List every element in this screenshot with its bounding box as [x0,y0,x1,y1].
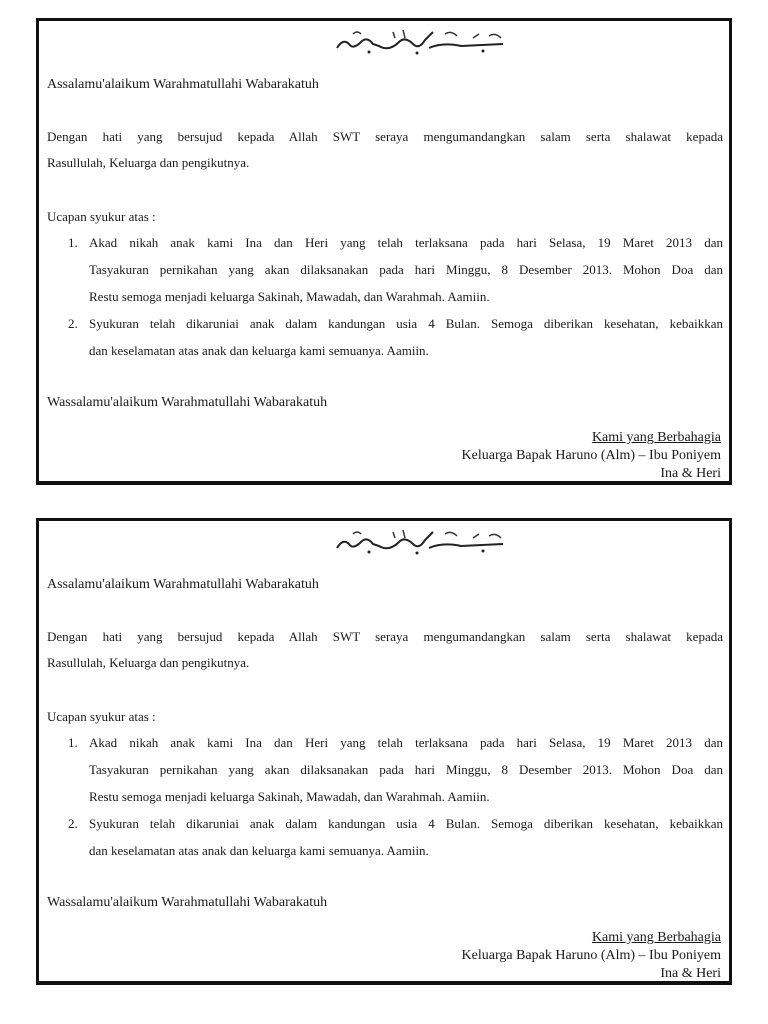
opening-greeting: Assalamu'alaikum Warahmatullahi Wabarakatuh [47,77,319,92]
gratitude-intro: Ucapan syukur atas : [47,709,156,724]
list-item-line: dan keselamatan atas anak dan keluarga kami semuanya. Aamiin. [89,843,429,858]
greeting-card [36,518,732,985]
gratitude-intro: Ucapan syukur atas : [47,209,156,224]
list-item-line: Tasyakuran pernikahan yang akan dilaksanakan pada hari Minggu, 8 Desember 2013. Mohon Doa dan [89,762,723,777]
signature-family: Keluarga Bapak Haruno (Alm) – Ibu Poniyem [461,948,721,963]
list-item-line: Restu semoga menjadi keluarga Sakinah, Mawadah, dan Warahmah. Aamiin. [89,789,490,804]
bismillah-calligraphy-icon [333,24,517,58]
list-item-number: 2. [68,816,78,831]
list-item-line: Syukuran telah dikaruniai anak dalam kandungan usia 4 Bulan. Semoga diberikan kesehatan, kebaikkan [89,816,723,831]
list-item-number: 1. [68,735,78,750]
opening-paragraph-line: Rasullulah, Keluarga dan pengikutnya. [47,655,250,670]
signature-couple: Ina & Heri [660,966,721,981]
list-item-line: Akad nikah anak kami Ina dan Heri yang telah terlaksana pada hari Selasa, 19 Maret 2013 dan [89,235,723,250]
list-item-line: Tasyakuran pernikahan yang akan dilaksanakan pada hari Minggu, 8 Desember 2013. Mohon Doa dan [89,262,723,277]
list-item-line: dan keselamatan atas anak dan keluarga kami semuanya. Aamiin. [89,343,429,358]
list-item-line: Syukuran telah dikaruniai anak dalam kandungan usia 4 Bulan. Semoga diberikan kesehatan, kebaikkan [89,316,723,331]
opening-paragraph-line: Dengan hati yang bersujud kepada Allah SWT seraya mengumandangkan salam serta shalawat kepada [47,129,723,144]
closing-greeting: Wassalamu'alaikum Warahmatullahi Wabarakatuh [47,395,328,410]
signature-heading: Kami yang Berbahagia [591,930,721,945]
list-item-line: Akad nikah anak kami Ina dan Heri yang telah terlaksana pada hari Selasa, 19 Maret 2013 dan [89,735,723,750]
opening-paragraph-line: Dengan hati yang bersujud kepada Allah SWT seraya mengumandangkan salam serta shalawat kepada [47,629,723,644]
closing-greeting: Wassalamu'alaikum Warahmatullahi Wabarakatuh [47,895,328,910]
opening-paragraph-line: Rasullulah, Keluarga dan pengikutnya. [47,155,250,170]
list-item-line: Restu semoga menjadi keluarga Sakinah, Mawadah, dan Warahmah. Aamiin. [89,289,490,304]
opening-greeting: Assalamu'alaikum Warahmatullahi Wabarakatuh [47,577,319,592]
signature-family: Keluarga Bapak Haruno (Alm) – Ibu Poniyem [461,448,721,463]
list-item-number: 1. [68,235,78,250]
list-item-number: 2. [68,316,78,331]
signature-couple: Ina & Heri [660,466,721,481]
greeting-card [36,18,732,485]
signature-heading: Kami yang Berbahagia [591,430,721,445]
bismillah-calligraphy-icon [333,524,517,558]
